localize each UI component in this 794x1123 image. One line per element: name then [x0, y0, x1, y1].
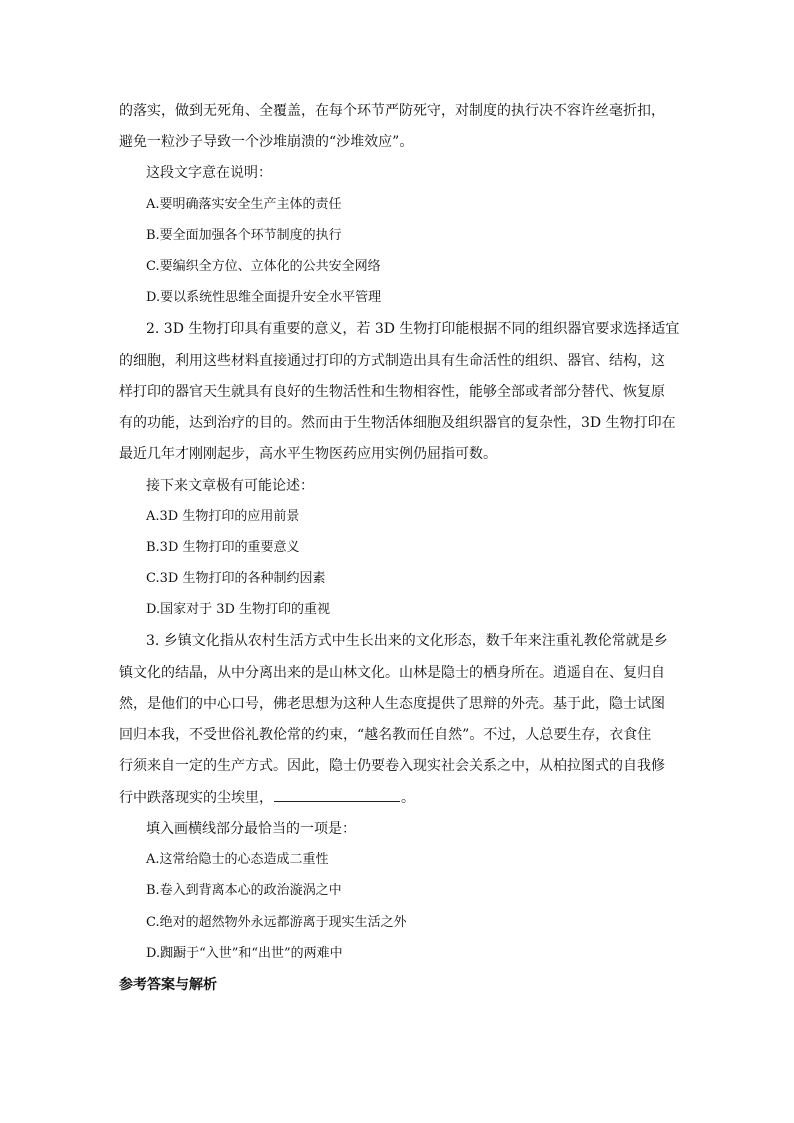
question-3-line-3: 然，是他们的中心口号，佛老思想为这种人生态度提供了思辩的外壳。基于此，隐士试图: [119, 696, 665, 712]
question-2-prompt: 接下来文章极有可能论述：: [146, 478, 314, 494]
question-3-option-b: B.卷入到背离本心的政治漩涡之中: [146, 883, 342, 898]
question-2-option-c: C.3D 生物打印的各种制约因素: [146, 571, 326, 586]
question-3-option-d: D.踟蹰于“入世”和“出世”的两难中: [146, 946, 343, 961]
question-1-option-d: D.要以系统性思维全面提升安全水平管理: [146, 290, 382, 305]
question-3-line-5: 行须来自一定的生产方式。因此，隐士仍要卷入现实社会关系之中，从柏拉图式的自我修: [119, 758, 665, 774]
intro-line-1: 的落实，做到无死角、全覆盖，在每个环节严防死守，对制度的执行决不容许丝毫折扣，: [119, 103, 665, 119]
question-1-option-b: B.要全面加强各个环节制度的执行: [146, 228, 342, 243]
question-3-line-1: 3. 乡镇文化指从农村生活方式中生长出来的文化形态，数千年来注重礼教伦常就是乡: [146, 633, 668, 649]
question-3-line-6-text: 行中跌落现实的尘埃里，: [119, 790, 273, 806]
fill-in-blank: [274, 788, 400, 802]
question-2-line-3: 样打印的器官天生就具有良好的生物活性和生物相容性，能够全部或者部分替代、恢复原: [119, 384, 665, 400]
question-2-line-1: 2. 3D 生物打印具有重要的意义，若 3D 生物打印能根据不同的组织器官要求选择适宜: [146, 321, 680, 337]
question-3-line-6-end: 。: [401, 790, 415, 806]
question-2-option-a: A.3D 生物打印的应用前景: [146, 509, 300, 524]
question-2-line-5: 最近几年才刚刚起步，高水平生物医药应用实例仍屈指可数。: [119, 446, 497, 462]
question-3-line-2: 镇文化的结晶，从中分离出来的是山林文化。山林是隐士的栖身所在。逍遥自在、复归自: [119, 665, 665, 681]
question-3-prompt: 填入画横线部分最恰当的一项是：: [146, 821, 356, 837]
question-1-prompt: 这段文字意在说明：: [146, 165, 272, 181]
question-2-line-2: 的细胞，利用这些材料直接通过打印的方式制造出具有生命活性的组织、器官、结构，这: [119, 353, 665, 369]
question-3-line-4: 回归本我，不受世俗礼教伦常的约束，“越名教而任自然”。不过，人总要生存，衣食住: [119, 727, 652, 743]
question-1-option-c: C.要编织全方位、立体化的公共安全网络: [146, 259, 381, 274]
question-1-option-a: A.要明确落实安全生产主体的责任: [146, 197, 342, 212]
answer-heading: 参考答案与解析: [119, 977, 217, 993]
intro-line-2: 避免一粒沙子导致一个沙堆崩溃的“沙堆效应”。: [119, 134, 414, 150]
question-2-line-4: 有的功能，达到治疗的目的。然而由于生物活体细胞及组织器官的复杂性，3D 生物打印在: [119, 415, 676, 431]
question-2-option-d: D.国家对于 3D 生物打印的重视: [146, 602, 331, 617]
question-2-option-b: B.3D 生物打印的重要意义: [146, 540, 300, 555]
question-3-line-6: [119, 788, 679, 808]
question-3-option-a: A.这常给隐士的心态造成二重性: [146, 852, 329, 867]
question-3-option-c: C.绝对的超然物外永远都游离于现实生活之外: [146, 915, 407, 930]
